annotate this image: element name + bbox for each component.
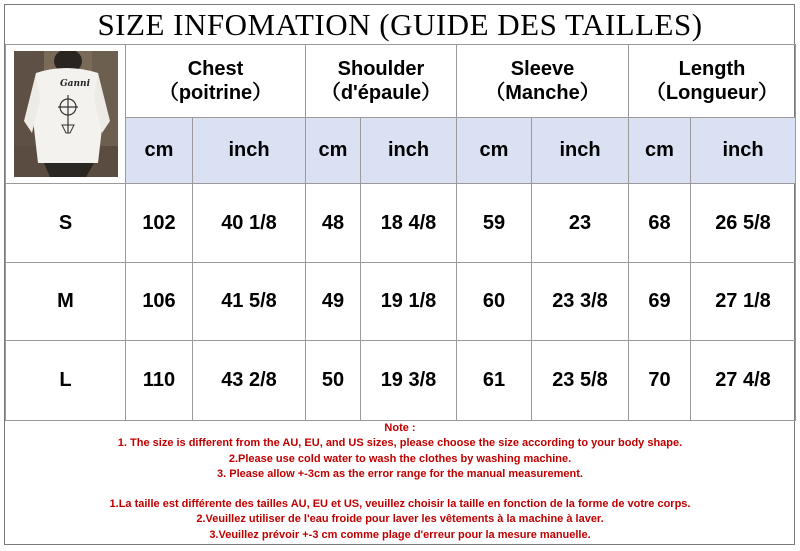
unit-cm: cm bbox=[126, 118, 193, 184]
cell-value: 68 bbox=[629, 184, 691, 263]
cell-value: 102 bbox=[126, 184, 193, 263]
table-row bbox=[6, 184, 796, 263]
size-label: L bbox=[6, 341, 126, 421]
col-sleeve: Sleeve （Manche） bbox=[457, 45, 629, 118]
col-length: Length （Longueur） bbox=[629, 45, 796, 118]
cell-value: 27 1/8 bbox=[691, 263, 796, 341]
table-row bbox=[6, 263, 796, 341]
unit-inch: inch bbox=[691, 118, 796, 184]
cell-value: 61 bbox=[457, 341, 532, 421]
unit-inch: inch bbox=[361, 118, 457, 184]
page-title: SIZE INFOMATION (GUIDE DES TAILLES) bbox=[5, 5, 795, 45]
cell-value: 106 bbox=[126, 263, 193, 341]
col-shoulder: Shoulder （d'épaule） bbox=[306, 45, 457, 118]
unit-cm: cm bbox=[457, 118, 532, 184]
note-en-3: 3. Please allow +-3cm as the error range for the manual measurement. bbox=[217, 467, 583, 480]
model-illustration bbox=[14, 51, 118, 177]
notes-section bbox=[5, 421, 795, 545]
table-row bbox=[6, 341, 796, 421]
cell-value: 40 1/8 bbox=[193, 184, 306, 263]
cell-value: 26 5/8 bbox=[691, 184, 796, 263]
unit-cm: cm bbox=[306, 118, 361, 184]
cell-value: 41 5/8 bbox=[193, 263, 306, 341]
print-text: Ganni bbox=[59, 79, 90, 89]
note-fr-3: 3.Veuillez prévoir +-3 cm comme plage d'erreur pour la mesure manuelle. bbox=[209, 528, 591, 541]
product-photo bbox=[14, 51, 118, 177]
cell-value: 23 5/8 bbox=[532, 341, 629, 421]
note-en-1: 1. The size is different from the AU, EU, and US sizes, please choose the size according to your body shape. bbox=[117, 437, 683, 450]
cell-value: 43 2/8 bbox=[193, 341, 306, 421]
unit-inch: inch bbox=[193, 118, 306, 184]
size-table bbox=[5, 44, 796, 421]
cell-value: 18 4/8 bbox=[361, 184, 457, 263]
cell-value: 50 bbox=[306, 341, 361, 421]
notes-heading: Note : bbox=[384, 422, 416, 434]
unit-cm: cm bbox=[629, 118, 691, 184]
cell-value: 23 3/8 bbox=[532, 263, 629, 341]
size-label: M bbox=[6, 263, 126, 341]
cell-value: 49 bbox=[306, 263, 361, 341]
cell-value: 27 4/8 bbox=[691, 341, 796, 421]
cell-value: 48 bbox=[306, 184, 361, 263]
cell-value: 60 bbox=[457, 263, 532, 341]
note-fr-1: 1.La taille est différente des tailles AU, EU et US, veuillez choisir la taille en fonction de la forme de votre corps. bbox=[109, 498, 691, 511]
note-en-2: 2.Please use cold water to wash the clothes by washing machine. bbox=[228, 452, 572, 465]
cell-value: 110 bbox=[126, 341, 193, 421]
cell-value: 69 bbox=[629, 263, 691, 341]
size-label: S bbox=[6, 184, 126, 263]
cell-value: 23 bbox=[532, 184, 629, 263]
col-chest: Chest （poitrine） bbox=[126, 45, 306, 118]
cell-value: 59 bbox=[457, 184, 532, 263]
note-fr-2: 2.Veuillez utiliser de l'eau froide pour laver les vêtements à la machine à laver. bbox=[196, 513, 604, 526]
cell-value: 19 1/8 bbox=[361, 263, 457, 341]
product-photo-cell bbox=[6, 45, 126, 184]
cell-value: 70 bbox=[629, 341, 691, 421]
unit-inch: inch bbox=[532, 118, 629, 184]
cell-value: 19 3/8 bbox=[361, 341, 457, 421]
